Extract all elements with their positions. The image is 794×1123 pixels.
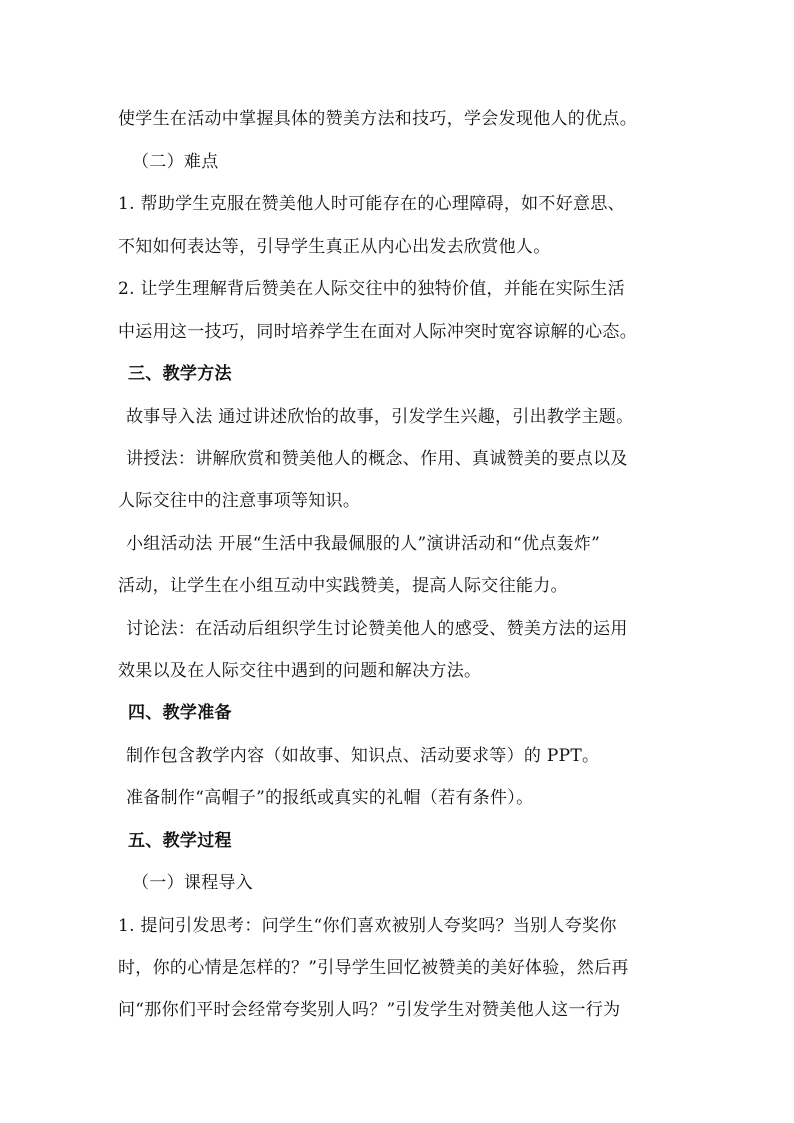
paragraph-line: 活动，让学生在小组互动中实践赞美，提高人际交往能力。 [118,576,568,596]
paragraph-line: 讨论法：在活动后组织学生讨论赞美他人的感受、赞美方法的运用 [126,619,628,639]
paragraph-line: 不知如何表达等，引导学生真正从内心出发去欣赏他人。 [118,237,551,257]
subheading-introduction: （一）课程导入 [132,873,254,893]
paragraph-line: 讲授法：讲解欣赏和赞美他人的概念、作用、真诚赞美的要点以及 [126,449,628,469]
paragraph-line: 小组活动法 开展“生活中我最佩服的人”演讲活动和“优点轰炸” [126,534,601,554]
section-heading-preparation: 四、教学准备 [128,703,232,723]
paragraph-line: 1. 提问引发思考：问学生“你们喜欢被别人夸奖吗？当别人夸奖你 [118,916,617,936]
paragraph-line: 人际交往中的注意事项等知识。 [118,491,361,511]
paragraph-line: 准备制作“高帽子”的报纸或真实的礼帽（若有条件）。 [126,788,534,808]
paragraph-line: 时，你的心情是怎样的？”引导学生回忆被赞美的美好体验，然后再 [118,958,629,978]
paragraph-line: 故事导入法 通过讲述欣怡的故事，引发学生兴趣，引出教学主题。 [126,407,634,427]
subheading-difficulties: （二）难点 [132,152,219,172]
paragraph-line: 问“那你们平时会经常夸奖别人吗？”引发学生对赞美他人这一行为 [118,1000,621,1020]
paragraph-line: 2. 让学生理解背后赞美在人际交往中的独特价值，并能在实际生活 [118,279,625,299]
paragraph-line: 1. 帮助学生克服在赞美他人时可能存在的心理障碍，如不好意思、 [118,194,625,214]
section-heading-process: 五、教学过程 [128,831,232,851]
paragraph-line: 制作包含教学内容（如故事、知识点、活动要求等）的 PPT。 [126,746,600,766]
paragraph-line: 使学生在活动中掌握具体的赞美方法和技巧，学会发现他人的优点。 [118,109,637,129]
section-heading-methods: 三、教学方法 [128,364,232,384]
paragraph-line: 效果以及在人际交往中遇到的问题和解决方法。 [118,661,482,681]
paragraph-line: 中运用这一技巧，同时培养学生在面对人际冲突时宽容谅解的心态。 [118,322,637,342]
